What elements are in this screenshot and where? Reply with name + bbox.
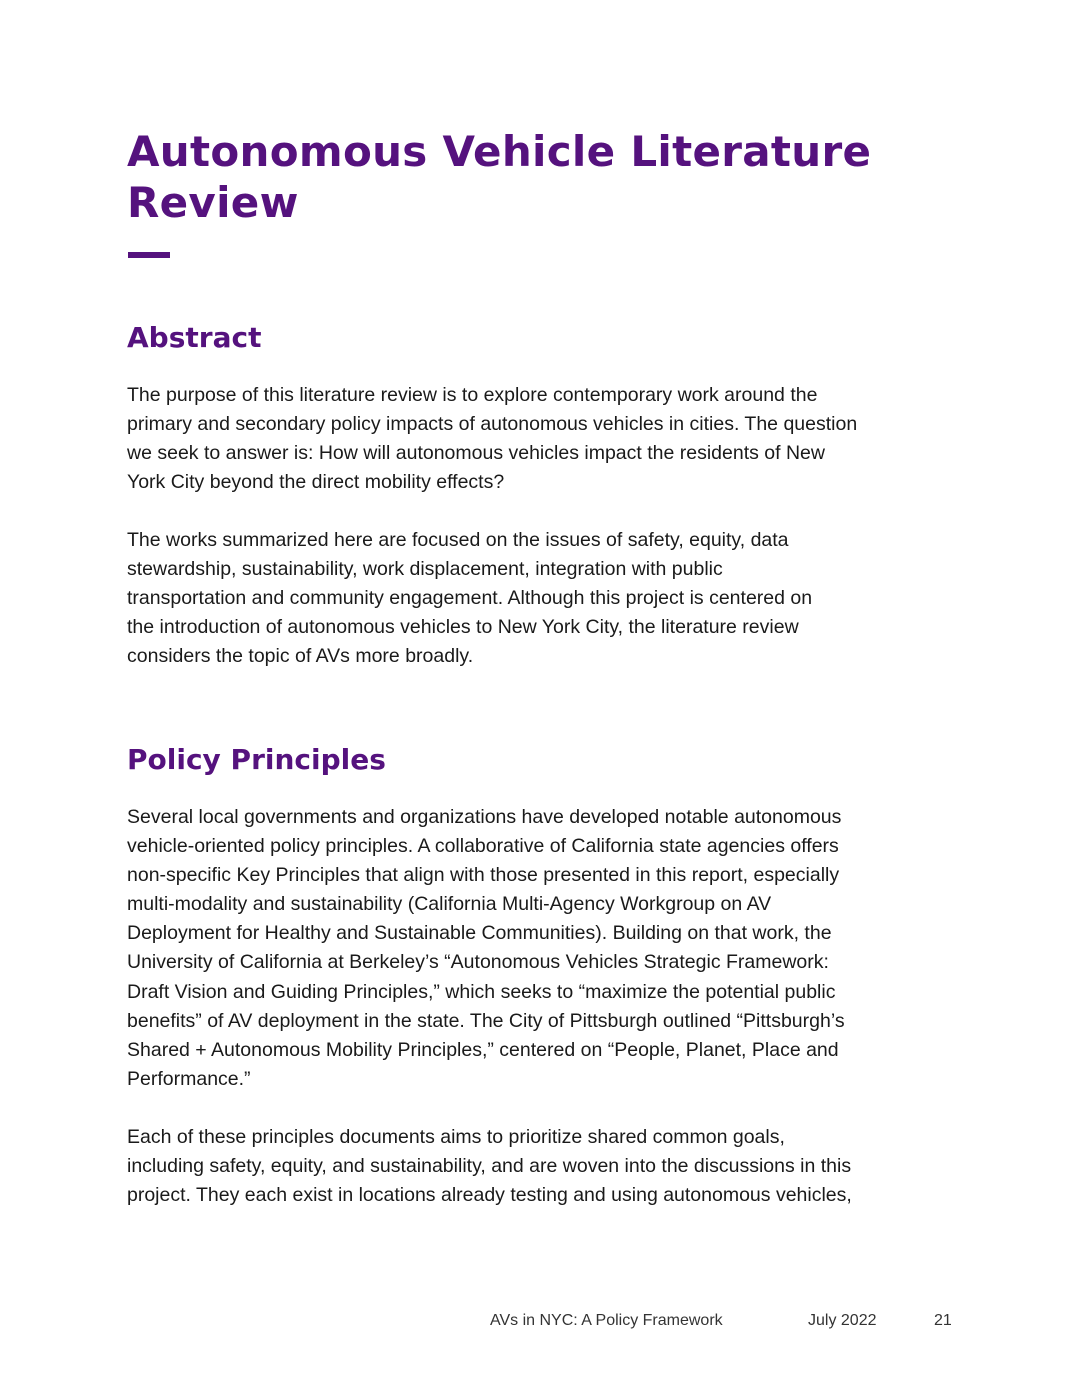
text-line: Draft Vision and Guiding Principles,” which seeks to “maximize the potential public <box>127 980 836 1003</box>
text-line: York City beyond the direct mobility effects? <box>127 471 505 494</box>
section-heading-abstract: Abstract <box>127 321 262 354</box>
text-line: non-specific Key Principles that align with those presented in this report, especially <box>127 864 840 887</box>
text-line: benefits” of AV deployment in the state. The City of Pittsburgh outlined “Pittsburgh’s <box>127 1009 845 1032</box>
text-line: University of California at Berkeley’s “Autonomous Vehicles Strategic Framework: <box>127 951 829 974</box>
text-line: Shared + Autonomous Mobility Principles,” centered on “People, Planet, Place and <box>127 1038 839 1061</box>
text-line: we seek to answer is: How will autonomous vehicles impact the residents of New <box>127 442 825 465</box>
text-line: Deployment for Healthy and Sustainable Communities). Building on that work, the <box>127 922 832 945</box>
footer-report-title: AVs in NYC: A Policy Framework <box>490 1312 723 1329</box>
text-line: vehicle-oriented policy principles. A collaborative of California state agencies offers <box>127 835 839 858</box>
text-line: Several local governments and organizations have developed notable autonomous <box>127 806 842 828</box>
text-line: project. They each exist in locations already testing and using autonomous vehicles, <box>127 1184 852 1207</box>
abstract-paragraph-1 <box>127 381 957 497</box>
title-underline-rule <box>128 252 170 258</box>
policy-principles-paragraph-2 <box>127 1123 957 1210</box>
text-line: The works summarized here are focused on the issues of safety, equity, data <box>127 529 789 551</box>
abstract-paragraph-2 <box>127 526 957 671</box>
text-line: stewardship, sustainability, work displacement, integration with public <box>127 558 723 581</box>
text-line: primary and secondary policy impacts of autonomous vehicles in cities. The question <box>127 413 858 436</box>
text-line: considers the topic of AVs more broadly. <box>127 645 474 668</box>
text-line: transportation and community engagement. Although this project is centered on <box>127 587 813 610</box>
section-heading-policy-principles: Policy Principles <box>127 743 386 776</box>
text-line: the introduction of autonomous vehicles to New York City, the literature review <box>127 616 799 639</box>
text-line: The purpose of this literature review is to explore contemporary work around the <box>127 384 818 406</box>
footer-page-number: 21 <box>934 1312 952 1329</box>
footer-date: July 2022 <box>808 1312 877 1329</box>
page-title: Autonomous Vehicle Literature Review <box>127 127 872 227</box>
text-line: including safety, equity, and sustainability, and are woven into the discussions in this <box>127 1155 852 1178</box>
text-line: Performance.” <box>127 1067 251 1090</box>
policy-principles-paragraph-1 <box>127 803 957 1094</box>
text-line: Each of these principles documents aims to prioritize shared common goals, <box>127 1126 785 1148</box>
text-line: multi-modality and sustainability (California Multi-Agency Workgroup on AV <box>127 893 772 916</box>
